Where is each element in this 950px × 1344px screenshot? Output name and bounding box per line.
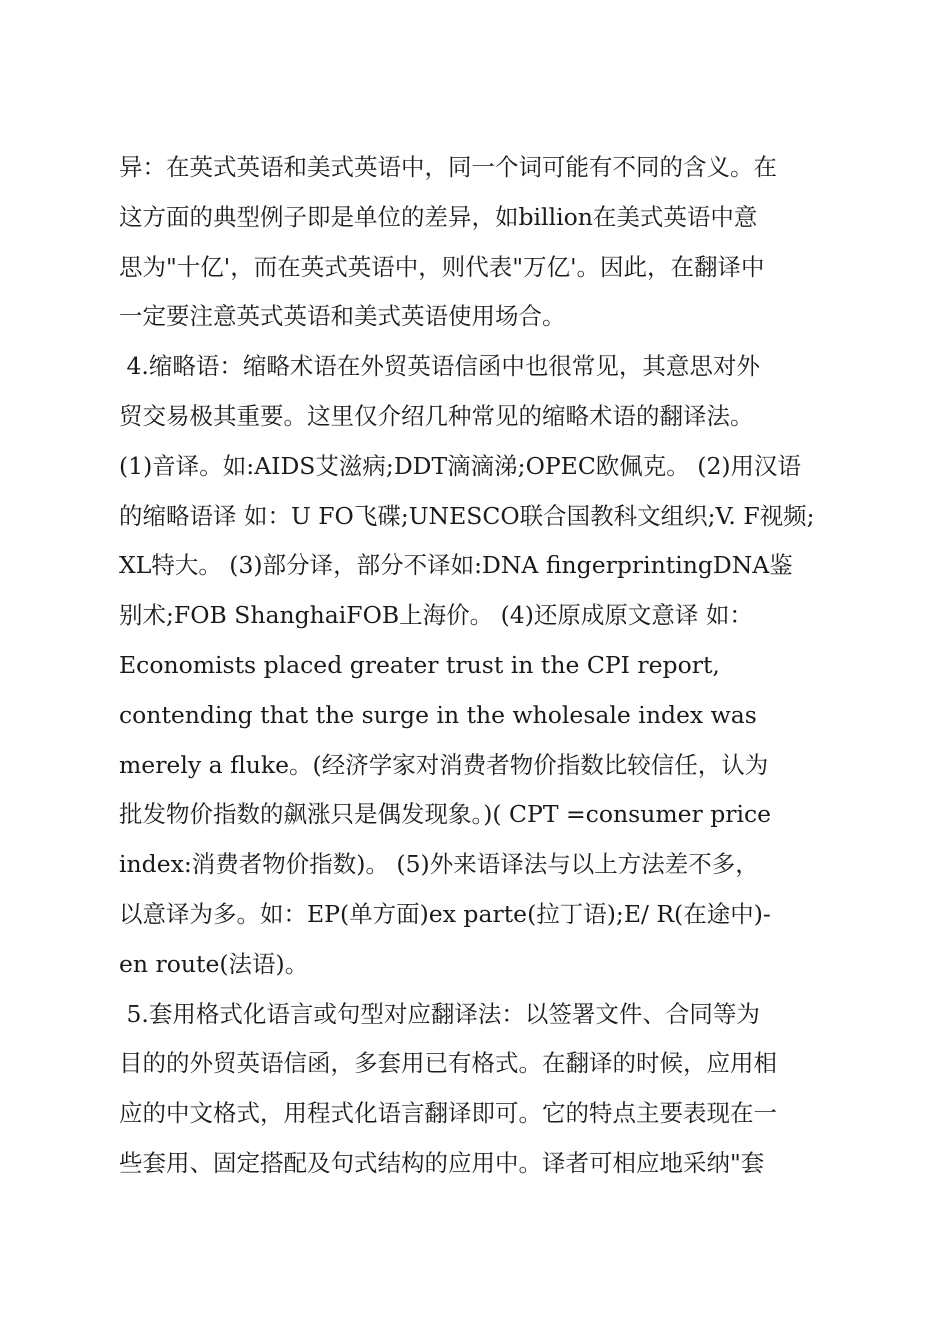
text-line: en route(法语)。: [119, 949, 309, 978]
text-line: 4.缩略语：缩略术语在外贸英语信函中也很常见，其意思对外: [119, 352, 760, 381]
text-line: merely a fluke。(经济学家对消费者物价指数比较信任，认为: [119, 750, 769, 779]
text-line: 贸交易极其重要。这里仅介绍几种常见的缩略术语的翻译法。: [119, 401, 754, 430]
text-line: 的缩略语译 如：U FO飞碟;UNESCO联合国教科文组织;V. F视频;: [119, 501, 815, 530]
text-line: index:消费者物价指数)。 (5)外来语译法与以上方法差不多，: [119, 850, 759, 879]
text-line: 应的中文格式，用程式化语言翻译即可。它的特点主要表现在一: [119, 1099, 777, 1128]
text-line: (1)音译。如:AIDS艾滋病;DDT滴滴涕;OPEC欧佩克。 (2)用汉语: [119, 451, 802, 480]
text-line: 5.套用格式化语言或句型对应翻译法：以签署文件、合同等为: [119, 999, 760, 1028]
text-line: 思为"十亿'，而在英式英语中，则代表"万亿'。因此，在翻译中: [119, 252, 765, 281]
text-line: 别术;FOB ShanghaiFOB上海价。 (4)还原成原文意译 如：: [119, 601, 753, 630]
text-line: 以意译为多。如：EP(单方面)ex parte(拉丁语);E/ R(在途中)-: [119, 899, 771, 928]
text-line: 这方面的典型例子即是单位的差异，如billion在美式英语中意: [119, 202, 758, 231]
text-line: 一定要注意英式英语和美式英语使用场合。: [119, 302, 566, 331]
text-line: 目的的外贸英语信函，多套用已有格式。在翻译的时候，应用相: [119, 1049, 777, 1078]
body-text: [119, 143, 859, 1189]
text-line: 异：在英式英语和美式英语中，同一个词可能有不同的含义。在: [119, 153, 777, 181]
text-line: Economists placed greater trust in the CPI report,: [119, 650, 720, 679]
text-line: contending that the surge in the wholesale index was: [119, 700, 757, 729]
text-line: 些套用、固定搭配及句式结构的应用中。译者可相应地采纳"套: [119, 1148, 765, 1177]
text-line: XL特大。 (3)部分译，部分不译如:DNA fingerprintingDNA鉴: [119, 551, 793, 580]
text-line: 批发物价指数的飙涨只是偶发现象。)( CPT =consumer price: [119, 800, 772, 829]
